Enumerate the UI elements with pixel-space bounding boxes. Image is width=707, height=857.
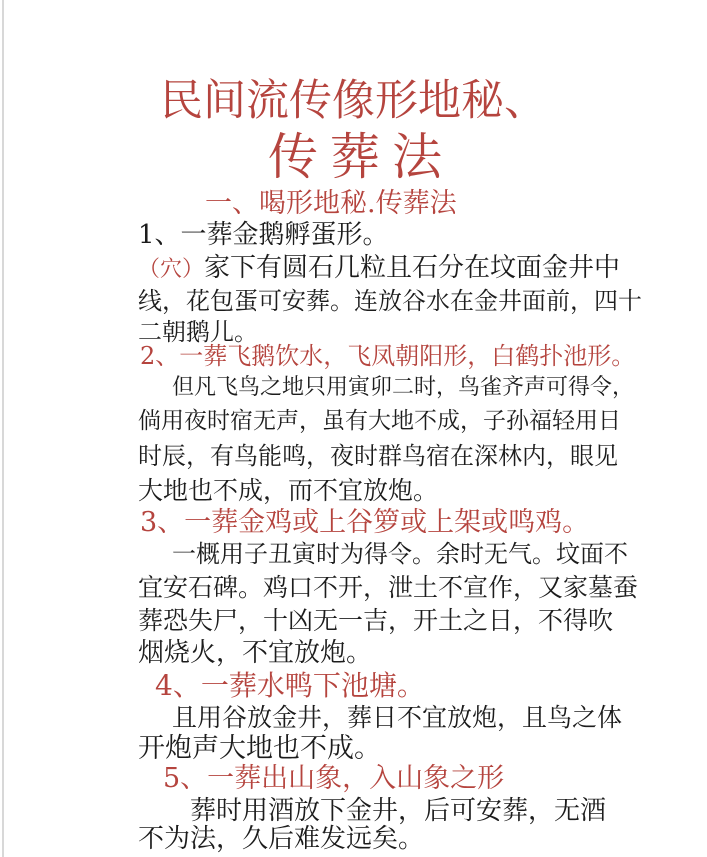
section-2-line-4: 大地也不成，而不宜放炮。 (138, 476, 439, 505)
section-1-line-1 (138, 255, 620, 281)
section-1-line-2: 线，花包蛋可安葬。连放谷水在金井面前，四十 (138, 287, 642, 315)
page-title-line-1: 民间流传像形地秘、 (160, 76, 547, 126)
section-3-line-3: 葬恐失尸，十凶无一吉，开土之日，不得吹 (138, 606, 614, 635)
section-4-line-2: 开炮声大地也不成。 (138, 733, 381, 764)
section-3-line-4: 烟烧火，不宜放炮。 (138, 638, 373, 668)
page-title-line-2: 传葬法 (268, 128, 454, 186)
page-subtitle: 一、喝形地秘.传葬法 (205, 188, 457, 219)
section-1-marker: （穴） (138, 257, 205, 282)
section-3-line-1: 一概用子丑寅时为得令。余时无气。坟面不 (172, 540, 628, 568)
section-3-line-2: 宜安石碑。鸡口不开，泄土不宣作，又家墓蚕 (138, 573, 639, 602)
section-2-line-3: 时辰，有鸟能鸣，夜时群鸟宿在深林内，眼见 (138, 442, 618, 470)
section-1-line-3: 二朝鹅儿。 (138, 318, 258, 346)
section-5-line-2: 不为法，久后难发远矣。 (138, 824, 425, 854)
section-5-heading: 5、一葬出山象，入山象之形 (163, 763, 505, 794)
section-2-line-1: 但凡飞鸟之地只用寅卯二时，鸟雀齐声可得令， (172, 375, 635, 400)
section-3-heading: 3、一葬金鸡或上谷箩或上架或鸣鸡。 (140, 507, 590, 538)
section-4-heading: 4、一葬水鸭下池塘。 (155, 669, 425, 702)
section-2-line-2: 倘用夜时宿无声，虽有大地不成，子孙福轻用日 (138, 408, 621, 434)
section-1-line-1-text: 家下有圆石几粒且石分在坟面金井中 (204, 253, 621, 283)
page-edge-line (2, 0, 4, 857)
section-1-heading: 1、一葬金鹅孵蛋形。 (138, 220, 389, 250)
section-5-line-1: 葬时用酒放下金井，后可安葬，无酒 (190, 796, 607, 826)
section-4-line-1: 且用谷放金井，葬日不宜放炮，且鸟之体 (172, 703, 623, 732)
section-2-heading: 2、一葬飞鹅饮水，飞凤朝阳形，白鹤扑池形。 (140, 342, 636, 370)
